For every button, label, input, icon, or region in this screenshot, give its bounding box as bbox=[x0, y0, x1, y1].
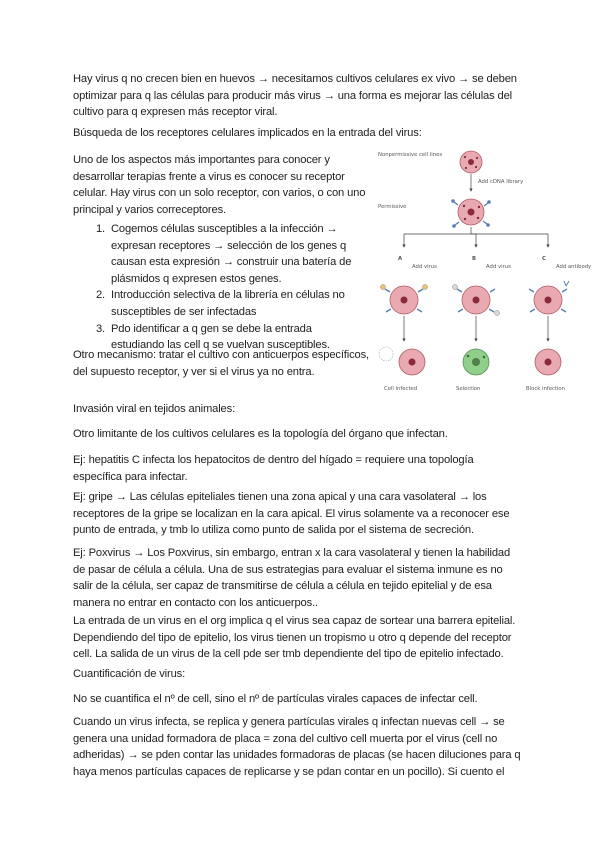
cell-a-final bbox=[379, 347, 425, 375]
paragraph-text: Ej: hepatitis C infecta los hepatocitos de dentro del hígado = requiere una topología específica para infectar. bbox=[73, 454, 474, 483]
label-add-virus-a: Add virus bbox=[412, 264, 437, 270]
caption-c: Block infection bbox=[526, 386, 566, 392]
cell-c-antibody bbox=[529, 281, 569, 314]
heading-text: Invasión viral en tejidos animales: bbox=[73, 403, 236, 415]
paragraph-text: Otro limitante de los cultivos celulares es la topología del órgano que infectan. bbox=[73, 428, 448, 440]
paragraph-barrera-epitelial bbox=[73, 613, 523, 663]
list-item-text: Pdo identificar a q gen se debe la entrada estudiando las cell q se vuelvan susceptibles. bbox=[111, 322, 330, 352]
cell-top bbox=[460, 151, 482, 173]
paragraph-gripe bbox=[73, 489, 523, 539]
label-col-b: B bbox=[472, 256, 477, 262]
heading-text: Búsqueda de los receptores celulares implicados en la entrada del virus: bbox=[73, 127, 422, 139]
list-number: 3. bbox=[95, 322, 105, 335]
list-item-text: Cogemos células susceptibles a la infección → expresan receptores → selección de los genes q causan esta expresión → construir una batería de plásmidos q expresen estos genes. bbox=[111, 223, 352, 285]
label-permissive: Permissive bbox=[378, 204, 407, 210]
cell-a-infected bbox=[381, 285, 428, 315]
paragraph-text: No se cuantifica el nº de cell, sino el nº de partículas virales capaces de infectar cell. bbox=[73, 693, 478, 705]
paragraph-text: Ej: gripe → Las células epiteliales tienen una zona apical y una cara vasolateral → los receptores de la gripe se localizan en la cara apical. El virus solamente va a reconocer ese punto de entrada, y tmb lo utiliza como punto de salida por el sistema de secreción. bbox=[73, 491, 510, 537]
paragraph-topologia bbox=[73, 426, 523, 443]
label-col-a: A bbox=[398, 256, 403, 262]
paragraph-text: Uno de los aspectos más importantes para conocer y desarrollar terapias frente a virus es conocer su receptor celular. Hay virus con un solo receptor, con varios, o con uno principal y varios correceptores. bbox=[73, 154, 366, 216]
paragraph-text: Otro mecanismo: tratar el cultivo con anticuerpos específicos, del supuesto receptor, y ver si el virus ya no entra. bbox=[73, 349, 370, 378]
list-item bbox=[89, 221, 359, 287]
cell-c-final bbox=[535, 349, 561, 375]
caption-a: Cell infected bbox=[384, 386, 418, 392]
list-item bbox=[89, 287, 359, 320]
cell-transfected bbox=[451, 199, 491, 228]
label-add-antibody-c: Add antibody bbox=[556, 264, 592, 270]
section-heading-cuantificacion bbox=[73, 666, 523, 683]
cell-b-selected bbox=[453, 285, 500, 316]
paragraph-receptor-intro bbox=[73, 152, 373, 218]
list-number: 1. bbox=[95, 223, 105, 235]
numbered-list bbox=[89, 221, 359, 354]
paragraph-text: Cuando un virus infecta, se replica y genera partículas virales q infectan nuevas cell → se genera una unidad formadora de placa = zona del cultivo cell muerta por el virus (cell no adheridas) → se pden contar las unidades formadoras de placas (se hacen diluciones para q haya menos partículas capaces de replicarse y se pdan contar en un pocillo). Si cuento el bbox=[73, 716, 521, 778]
paragraph-text: La entrada de un virus en el org implica q el virus sea capaz de sortear una barrera epitelial. Dependiendo del tipo de epitelio, los virus tienen un tropismo u otro q depende del receptor cell. La salida de un virus de la cell pde ser tmb dependiente del tipo de epitelio infectado. bbox=[73, 615, 516, 661]
paragraph-hepatitis bbox=[73, 452, 523, 485]
paragraph-cultivos bbox=[73, 71, 523, 121]
list-number: 2. bbox=[95, 289, 105, 302]
label-add-cdna: Add cDNA library bbox=[478, 179, 524, 185]
label-col-c: C bbox=[542, 256, 546, 262]
paragraph-poxvirus bbox=[73, 545, 523, 611]
label-nonpermissive: Nonpermissive cell lines bbox=[378, 152, 443, 158]
paragraph-text: Hay virus q no crecen bien en huevos → necesitamos cultivos celulares ex vivo → se deben optimizar para q las células para producir más virus → una forma es mejorar las células del cultivo para q expresen más receptor viral. bbox=[73, 73, 517, 119]
caption-b: Selection bbox=[456, 386, 481, 392]
list-item-text: Introducción selectiva de la librería en células no susceptibles de ser infectadas bbox=[111, 289, 345, 318]
paragraph-anticuerpos bbox=[73, 347, 373, 380]
receptor-screening-diagram bbox=[376, 150, 598, 412]
heading-text: Cuantificación de virus: bbox=[73, 668, 186, 680]
cell-b-final bbox=[463, 349, 489, 375]
paragraph-text: Ej: Poxvirus → Los Poxvirus, sin embargo, entran x la cara vasolateral y tienen la habilidad de pasar de célula a célula. Una de sus estrategias para evaluar el sistema inmune es no salir de la célula, ser capaz de transmitirse de célula a célula en tejido epitelial y de esa manera no entrar en contacto con los anticuerpos.. bbox=[73, 547, 511, 609]
label-add-virus-b: Add virus bbox=[486, 264, 511, 270]
paragraph-particulas bbox=[73, 691, 523, 708]
section-heading-receptores bbox=[73, 125, 523, 142]
paragraph-placas bbox=[73, 714, 523, 780]
